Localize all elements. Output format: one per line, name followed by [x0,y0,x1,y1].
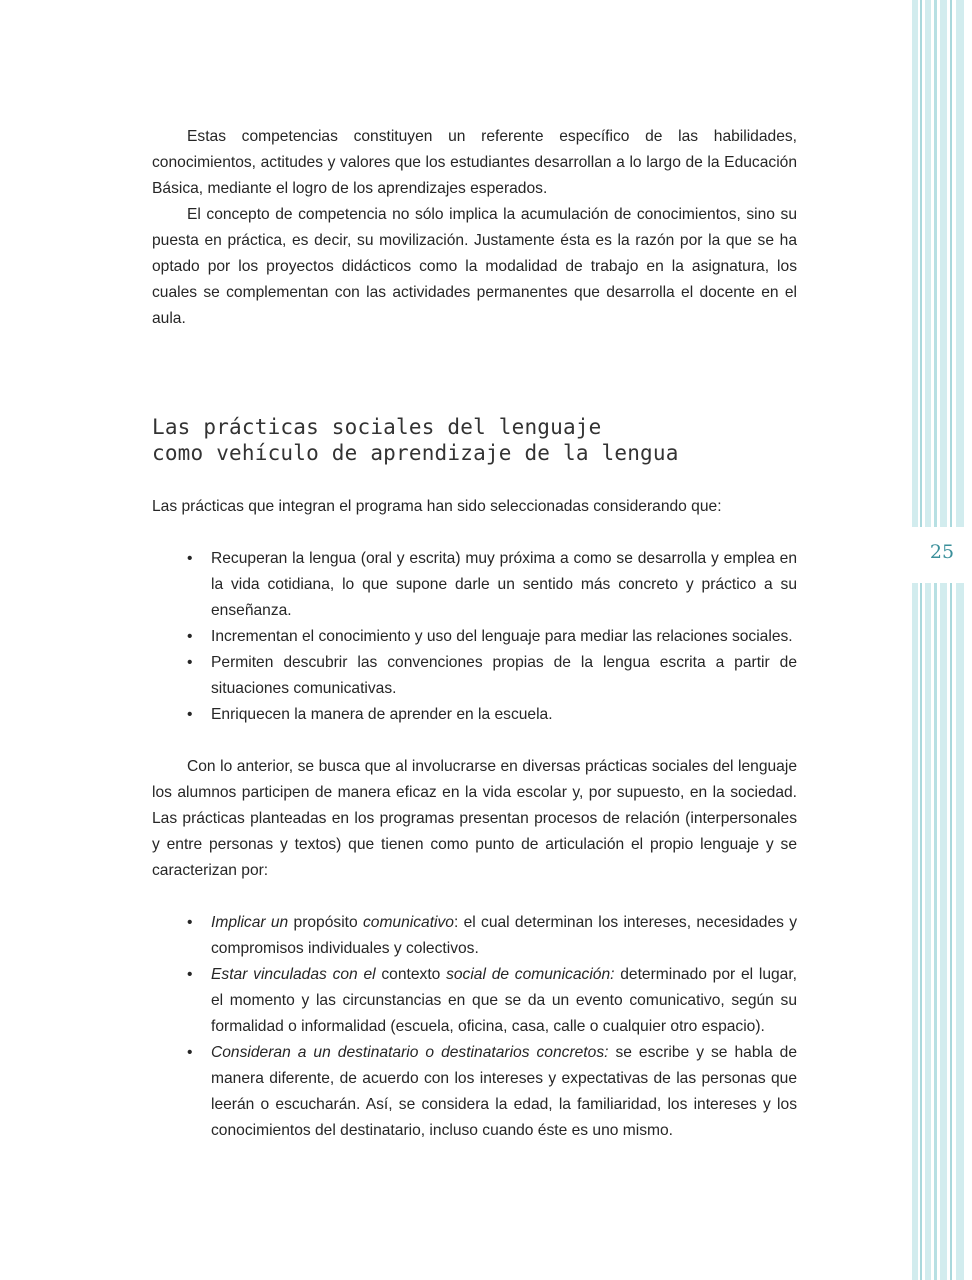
italic-term: comunicativo [362,914,454,931]
italic-term: Consideran a un destinatario o destinatarios concretos: [211,1044,609,1061]
bullet-icon: • [187,1044,193,1061]
stripe [950,0,952,1280]
italic-term: Implicar un [211,914,289,931]
section-lead: Las prácticas que integran el programa han sido seleccionadas considerando que: [152,498,722,515]
bullet-icon: • [187,966,193,983]
list-item-text: Enriquecen la manera de aprender en la escuela. [211,706,553,723]
bullet-icon: • [187,914,193,931]
list-item-text: Permiten descubrir las convenciones propias de la lengua escrita a partir de situaciones comunicativas. [211,654,797,697]
list-item [152,910,797,962]
characteristics-list [152,910,797,1144]
list-item-text: se escribe y se habla de manera diferente, de acuerdo con los intereses y expectativas de las personas que leerán o escucharán. Así, se considera la edad, la familiaridad, los intereses y los conocimientos del destinatario, incluso cuando éste es uno mismo. [211,1044,797,1139]
bullet-icon: • [187,550,193,567]
list-item [152,546,797,624]
page-content [152,124,797,1144]
bullet-icon: • [187,706,193,723]
section-heading-line-2: como vehículo de aprendizaje de la lengua [152,441,679,465]
italic-term: social de comunicación: [446,966,615,983]
section-heading [152,414,797,466]
list-item [152,962,797,1040]
list-item-text: determinado por el lugar, el momento y las circunstancias en que se da un evento comunicativo, según su formalidad o informalidad (escuela, oficina, casa, calle o cualquier otro espacio). [211,966,797,1035]
stripe [934,0,937,1280]
stripe [912,0,918,1280]
section-heading-line-1: Las prácticas sociales del lenguaje [152,415,602,439]
plain-text: contexto [375,966,447,983]
stripe [920,0,922,1280]
list-item [152,702,797,728]
stripe [925,0,931,1280]
bullet-icon: • [187,628,193,645]
list-item [152,1040,797,1144]
body-paragraph-3: Con lo anterior, se busca que al involucrarse en diversas prácticas sociales del lenguaje los alumnos participen de manera eficaz en la vida escolar y, por supuesto, en la sociedad. Las prácticas planteadas en los programas presentan procesos de relación (interpersonales y entre personas y textos) que tienen como punto de articulación el propio lenguaje y se caracterizan por: [152,758,797,879]
practices-list [152,546,797,728]
stripe [940,0,947,1280]
bullet-icon: • [187,654,193,671]
list-item-text: : el cual determinan los intereses, necesidades y compromisos individuales y colectivos. [211,914,797,957]
intro-paragraph-1: Estas competencias constituyen un referente específico de las habilidades, conocimientos, actitudes y valores que los estudiantes desarrollan a lo largo de la Educación Básica, mediante el logro de los aprendizajes esperados. [152,128,797,197]
list-item-text: Recuperan la lengua (oral y escrita) muy próxima a como se desarrolla y emplea en la vida cotidiana, lo que supone darle un sentido más concreto y práctico a su enseñanza. [211,550,797,619]
stripe [956,0,964,1280]
decorative-stripes [912,0,972,1280]
plain-text: propósito [288,914,363,931]
list-item [152,624,797,650]
intro-paragraph-2: El concepto de competencia no sólo implica la acumulación de conocimientos, sino su puesta en práctica, es decir, su movilización. Justamente ésta es la razón por la que se ha optado por los proyectos didácticos como la modalidad de trabajo en la asignatura, los cuales se complementan con las actividades permanentes que desarrolla el docente en el aula. [152,206,797,327]
italic-term: Estar vinculadas con el [211,966,376,983]
list-item-text: Incrementan el conocimiento y uso del lenguaje para mediar las relaciones sociales. [211,628,793,645]
list-item [152,650,797,702]
page-number: 25 [929,541,955,563]
